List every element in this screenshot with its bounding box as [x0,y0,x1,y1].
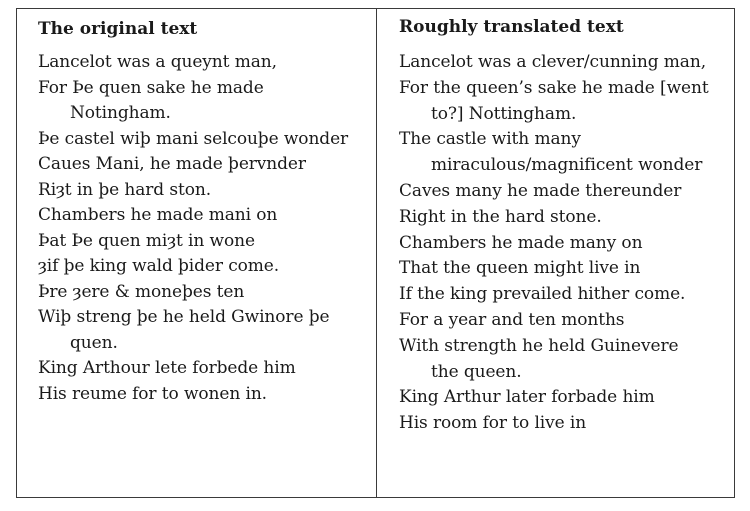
translated-text-line: For the queen’s sake he made [went [399,77,709,98]
translated-text-line: Chambers he made many on [399,232,643,253]
original-text-line: King Arthour lete forbede him [38,358,296,378]
translated-text-heading: Roughly translated text [399,17,624,37]
original-text-line: Riȝt in þe hard ston. [38,179,212,200]
original-text-line: His reume for to wonen in. [38,383,267,404]
translated-text-line: With strength he held Guinevere [399,335,679,356]
translated-text-line: Lancelot was a clever/cunning man, [399,52,706,72]
translated-text-line: miraculous/magnificent wonder [431,155,703,176]
original-text-line: Þat Þe quen miȝt in wone [38,230,255,251]
translated-text-line: If the king prevailed hither come. [399,284,686,305]
translated-text-line: King Arthur later forbade him [399,387,655,408]
original-text-line: Caues Mani, he made þervnder [38,154,306,174]
original-text-heading: The original text [38,19,198,39]
original-text-lines [38,50,376,407]
original-text-line: Lancelot was a queynt man, [38,52,277,72]
translated-text-line: Right in the hard stone. [399,206,602,227]
translated-text-line: Caves many he made thereunder [399,180,682,201]
translated-text-line: His room for to live in [399,413,587,434]
translated-text-column [377,9,734,497]
translated-text-line: the queen. [431,361,522,382]
original-text-line: Þe castel wiþ mani selcouþe wonder [38,128,349,149]
translated-text-line: That the queen might live in [399,258,641,279]
original-text-line: quen. [70,332,118,353]
original-text-column [17,9,377,497]
translated-text-line: For a year and ten months [399,309,625,330]
original-text-line: Notingham. [70,103,171,123]
original-text-line: Chambers he made mani on [38,205,278,225]
translated-text-lines [399,50,734,437]
translated-text-line: to?] Nottingham. [431,103,577,124]
original-text-line: Wiþ streng þe he held Gwinore þe [38,307,330,327]
original-text-line: Þre ȝere & moneþes ten [38,281,245,302]
comparison-table [16,8,735,498]
original-text-line: ȝif þe king wald þider come. [38,256,280,276]
translated-text-line: The castle with many [399,129,581,150]
original-text-line: For Þe quen sake he made [38,77,264,98]
